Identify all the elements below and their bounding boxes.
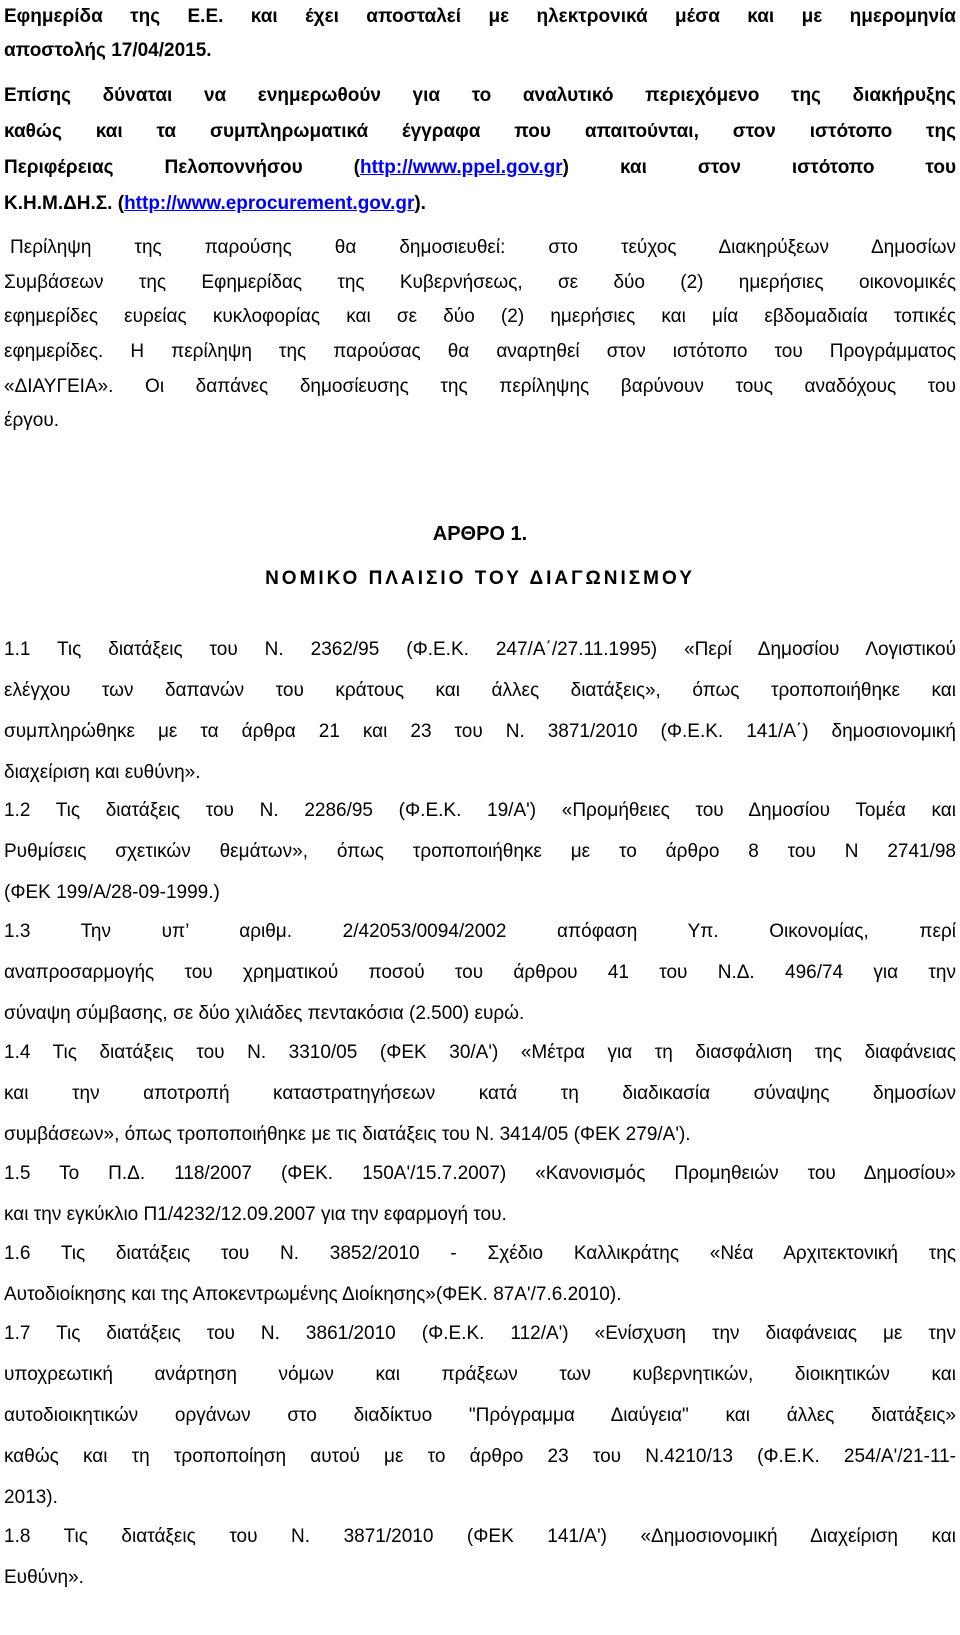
item-1-3-line-3: σύναψη σύμβασης, σε δύο χιλιάδες πεντακόσια (2.500) ευρώ. — [4, 1003, 525, 1024]
summary-line-6: έργου. — [4, 410, 60, 431]
item-1-1-line-3: συμπληρώθηκε με τα άρθρα 21 και 23 του Ν. 3871/2010 (Φ.Ε.Κ. 141/Α΄) δημοσιονομική — [4, 721, 956, 742]
summary-line-1: Περίληψη της παρούσης θα δημοσιευθεί: στο τεύχος Διακηρύξεων Δημοσίων — [10, 237, 956, 258]
item-1-2-line-3: (ΦΕΚ 199/Α/28-09-1999.) — [4, 882, 220, 903]
summary-line-4: εφημερίδες. Η περίληψη της παρούσας θα αναρτηθεί στον ιστότοπο του Προγράμματος — [4, 341, 956, 362]
item-1-5-line-2: και την εγκύκλιο Π1/4232/12.09.2007 για την εφαρμογή του. — [4, 1204, 507, 1225]
item-1-1-line-2: ελέγχου των δαπανών του κράτους και άλλες διατάξεις», όπως τροποποιήθηκε και — [4, 680, 956, 701]
article-title: ΝΟΜΙΚΟ ΠΛΑΙΣΙΟ ΤΟΥ ΔΙΑΓΩΝΙΣΜΟΥ — [265, 568, 695, 589]
item-1-4-line-2: και την αποτροπή καταστρατηγήσεων κατά τη διαδικασία σύναψης δημοσίων — [4, 1083, 956, 1104]
item-1-8-line-1: 1.8 Τις διατάξεις του Ν. 3871/2010 (ΦΕΚ 141/Α') «Δημοσιονομική Διαχείριση και — [4, 1526, 956, 1547]
intro-line-4: καθώς και τα συμπληρωματικά έγγραφα που απαιτούνται, στον ιστότοπο της — [4, 121, 956, 142]
intro-line-6 — [4, 192, 956, 216]
intro-line-1: Εφημερίδα της Ε.Ε. και έχει αποσταλεί με ηλεκτρονικά μέσα και με ημερομηνία — [4, 6, 956, 27]
intro-line-3: Επίσης δύναται να ενημερωθούν για το αναλυτικό περιεχόμενο της διακήρυξης — [4, 85, 956, 106]
ppel-link[interactable]: http://www.ppel.gov.gr — [360, 157, 563, 178]
item-1-6-line-2: Αυτοδιοίκησης και της Αποκεντρωμένης Διοίκησης»(ΦΕΚ. 87Α'/7.6.2010). — [4, 1284, 622, 1305]
item-1-7-line-1: 1.7 Τις διατάξεις του Ν. 3861/2010 (Φ.Ε.Κ. 112/Α') «Ενίσχυση την διαφάνειας με την — [4, 1323, 956, 1344]
summary-line-2: Συμβάσεων της Εφημερίδας της Κυβερνήσεως, σε δύο (2) ημερήσιες οικονομικές — [4, 272, 956, 293]
item-1-7-line-4: καθώς και τη τροποποίηση αυτού με το άρθρο 23 του Ν.4210/13 (Φ.Ε.Κ. 254/Α'/21-11- — [4, 1446, 956, 1467]
intro-line-6-text-a: Κ.Η.Μ.ΔΗ.Σ. ( — [4, 193, 125, 214]
item-1-3-line-1: 1.3 Την υπ’ αριθμ. 2/42053/0094/2002 απόφαση Υπ. Οικονομίας, περί — [4, 921, 956, 942]
item-1-6-line-1: 1.6 Τις διατάξεις του Ν. 3852/2010 - Σχέδιο Καλλικράτης «Νέα Αρχιτεκτονική της — [4, 1243, 956, 1264]
item-1-1-line-4: διαχείριση και ευθύνη». — [4, 762, 201, 783]
summary-line-5: «ΔΙΑΥΓΕΙΑ». Οι δαπάνες δημοσίευσης της περίληψης βαρύνουν τους αναδόχους του — [4, 376, 956, 397]
item-1-4-line-3: συμβάσεων», όπως τροποποιήθηκε με τις διατάξεις του Ν. 3414/05 (ΦΕΚ 279/Α'). — [4, 1124, 691, 1145]
eprocurement-link[interactable]: http://www.eprocurement.gov.gr — [124, 193, 415, 214]
item-1-2-line-2: Ρυθμίσεις σχετικών θεμάτων», όπως τροποποιήθηκε με το άρθρο 8 του Ν 2741/98 — [4, 841, 956, 862]
item-1-7-line-3: αυτοδιοικητικών οργάνων στο διαδίκτυο "Πρόγραμμα Διαύγεια" και άλλες διατάξεις» — [4, 1405, 956, 1426]
summary-line-3: εφημερίδες ευρείας κυκλοφορίας και σε δύο (2) ημερήσιες και μία εβδομαδιαία τοπικές — [4, 306, 956, 327]
item-1-7-line-2: υποχρεωτική ανάρτηση νόμων και πράξεων των κυβερνητικών, διοικητικών και — [4, 1364, 956, 1385]
intro-line-5-text-b: ) και στον ιστότοπο του — [562, 157, 957, 178]
item-1-2-line-1: 1.2 Τις διατάξεις του Ν. 2286/95 (Φ.Ε.Κ. 19/Α') «Προμήθειες του Δημοσίου Τομέα και — [4, 800, 956, 821]
item-1-3-line-2: αναπροσαρμογής του χρηματικού ποσού του άρθρου 41 του Ν.Δ. 496/74 για την — [4, 962, 956, 983]
intro-line-5 — [4, 156, 956, 180]
item-1-5-line-1: 1.5 Το Π.Δ. 118/2007 (ΦΕΚ. 150Α'/15.7.2007) «Κανονισμός Προμηθειών του Δημοσίου» — [4, 1163, 956, 1184]
intro-line-5-text-a: Περιφέρειας Πελοποννήσου ( — [4, 157, 360, 178]
item-1-7-line-5: 2013). — [4, 1487, 58, 1508]
intro-line-6-text-b: ). — [414, 193, 426, 214]
item-1-8-line-2: Ευθύνη». — [4, 1567, 84, 1588]
article-number: ΑΡΘΡΟ 1. — [432, 523, 528, 545]
intro-line-2: αποστολής 17/04/2015. — [4, 40, 212, 61]
item-1-4-line-1: 1.4 Τις διατάξεις του Ν. 3310/05 (ΦΕΚ 30/Α') «Μέτρα για τη διασφάλιση της διαφάνειας — [4, 1042, 956, 1063]
item-1-1-line-1: 1.1 Τις διατάξεις του Ν. 2362/95 (Φ.Ε.Κ. 247/Α΄/27.11.1995) «Περί Δημοσίου Λογιστικού — [4, 639, 956, 660]
